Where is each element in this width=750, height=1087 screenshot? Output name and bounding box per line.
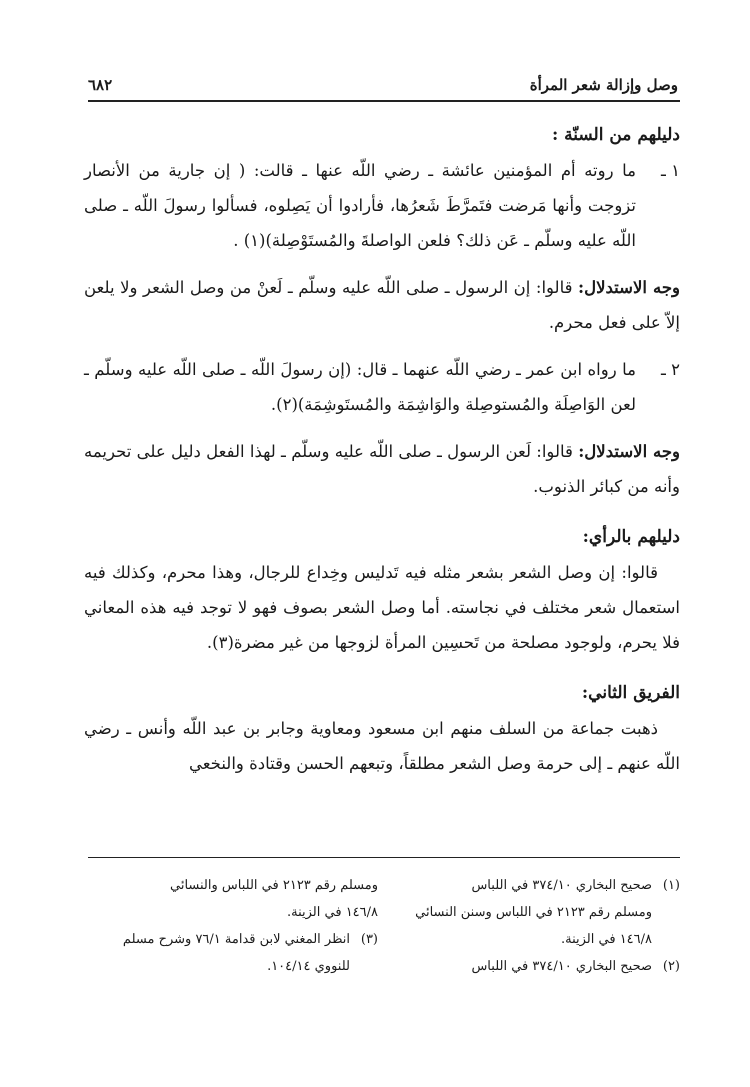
wajh-istidlal-2 <box>84 434 680 504</box>
footnote-1-line-3: ١٤٦/٨ في الزينة. <box>560 932 652 947</box>
footnote-3-line-2: للنووي ١٠٤/١٤. <box>267 959 350 974</box>
main-text <box>84 118 680 781</box>
ray-paragraph: قالوا: إن وصل الشعر بشعر مثله فيه تَدليس وخِداع للرجال، وهذا محرم، وكذلك فيه استعمال شعر مختلف في نجاسته. أما وصل الشعر بصوف فهو لا توجد فيه هذه المعاني فلا يحرم، ولوجود مصلحة من تَحسِين المرأة لزوجها من غير مضرة(٣). <box>84 563 680 652</box>
footnotes-left-column <box>88 872 378 980</box>
footnote-1-line-2: ومسلم رقم ٢١٢٣ في اللباس وسنن النسائي <box>415 905 652 920</box>
item-1-text: ما روته أم المؤمنين عائشة ـ رضي اللّه عنها ـ قالت: ( إن جارية من الأنصار تزوجت وأنها مَرضت فتَمرَّطَ شَعرُها، فأرادوا أن يَصِلوه، فسألوا رسولَ اللّه ـ صلى اللّه عليه وسلّم ـ عَن ذلك؟ فلعن الواصلةَ والمُستَوْصِلة)(١) . <box>84 161 636 250</box>
fariq-paragraph: ذهبت جماعة من السلف منهم ابن مسعود ومعاوية وجابر بن عبد اللّه وأنس ـ رضي اللّه عنهم ـ إلى حرمة وصل الشعر مطلقاً، وتبعهم الحسن وقتادة والنخعي <box>84 719 680 773</box>
sunnah-heading: دليلهم من السنّة : <box>551 125 680 145</box>
wajh-istidlal-1 <box>84 270 680 340</box>
footnote-rule <box>88 857 680 858</box>
footnote-3-number: (٣) <box>360 932 378 947</box>
item-2-number: ٢ ـ <box>661 360 680 379</box>
header-rule <box>88 100 680 102</box>
spacer <box>84 504 680 520</box>
footnote-2-continuation-2: ١٤٦/٨ في الزينة. <box>286 905 378 920</box>
footnotes-right-column <box>390 872 680 980</box>
wajh-1-text: قالوا: إن الرسول ـ صلى اللّه عليه وسلّم ـ لَعنْ من وصل الشعر ولا يلعن إلاّ على فعل محرم. <box>84 278 680 332</box>
wajh-2-text: قالوا: لَعن الرسول ـ صلى اللّه عليه وسلّم ـ لهذا الفعل دليل على تحريمه وأنه من كبائر الذنوب. <box>84 442 680 496</box>
footnote-1-number: (١) <box>662 878 680 893</box>
wajh-1-label: وجه الاستدلال: <box>578 278 680 297</box>
fariq-heading: الفريق الثاني: <box>581 683 680 703</box>
footnote-2-continuation-1: ومسلم رقم ٢١٢٣ في اللباس والنسائي <box>169 878 378 893</box>
page-header <box>88 74 678 98</box>
footnote-3-line-1: انظر المغني لابن قدامة ٧٦/١ وشرح مسلم <box>122 932 350 947</box>
footnote-2-number: (٢) <box>662 959 680 974</box>
evidence-item-1 <box>84 153 680 258</box>
spacer <box>84 258 680 270</box>
item-1-number: ١ ـ <box>661 161 680 180</box>
item-2-text: ما رواه ابن عمر ـ رضي اللّه عنهما ـ قال: (إن رسولَ اللّه ـ صلى اللّه عليه وسلّم ـ لعن الوَاصِلَة والمُستوصِلة والوَاشِمَة والمُستَوشِمَة)(٢). <box>84 360 636 414</box>
spacer <box>84 340 680 352</box>
ray-heading: دليلهم بالرأي: <box>582 527 680 547</box>
footnote-1-line-1: صحيح البخاري ٣٧٤/١٠ في اللباس <box>471 878 652 893</box>
footnote-1 <box>390 872 680 899</box>
running-title: وصل وإزالة شعر المرأة <box>529 76 678 94</box>
spacer <box>84 660 680 676</box>
evidence-item-2 <box>84 352 680 422</box>
spacer <box>84 422 680 434</box>
footnote-2 <box>390 953 680 980</box>
page-number: ٦٨٢ <box>88 76 113 94</box>
footnote-2-line-1: صحيح البخاري ٣٧٤/١٠ في اللباس <box>471 959 652 974</box>
wajh-2-label: وجه الاستدلال: <box>578 442 680 461</box>
footnote-3 <box>88 926 378 953</box>
